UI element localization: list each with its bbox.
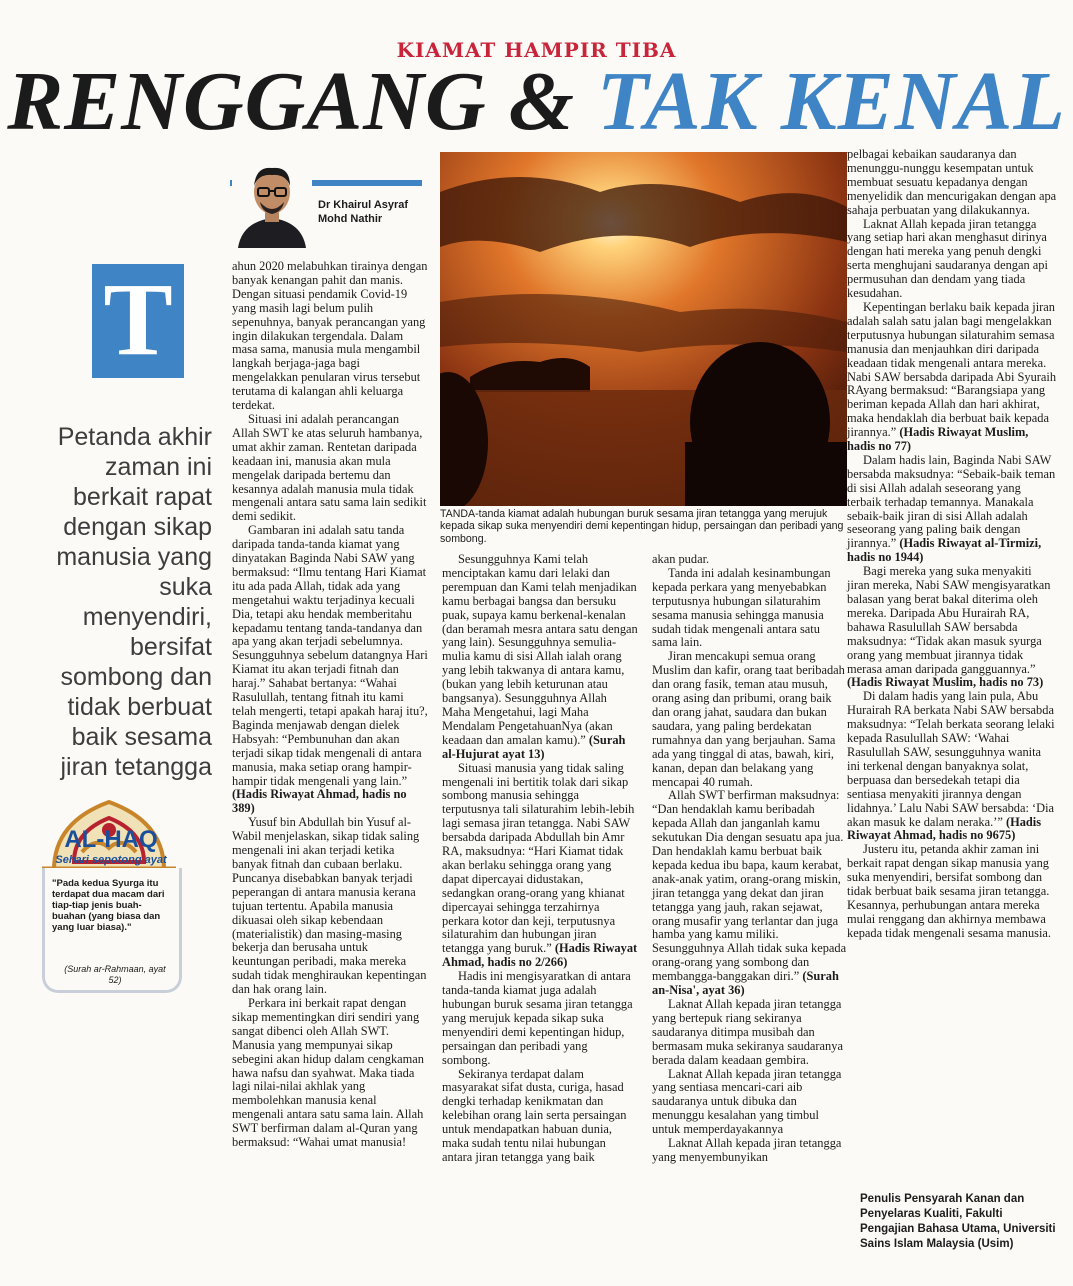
headline-part1: RENGGANG & [7, 55, 597, 148]
paragraph [847, 454, 1057, 565]
sunset-photo [440, 152, 847, 506]
paragraph-text: Sekiranya terdapat dalam masyarakat sifat dusta, curiga, hasad dengki terhadap kenikmatan dan kelebihan orang lain serta persaingan untuk mendapatkan habuan dunia, maka sudah tentu nilai hubungan antara jiran tetangga yang baik [442, 1066, 627, 1164]
paragraph-text: Laknat Allah kepada jiran tetangga yang menyembunyikan [652, 1136, 842, 1164]
paragraph [847, 565, 1057, 690]
alhaq-reference: (Surah ar-Rahmaan, ayat 52) [64, 964, 166, 985]
paragraph-text: Laknat Allah kepada jiran tetangga yang setiap hari akan menghasut dirinya dengan hati mereka yang penuh dengki serta menghujani saudaranya dengan api permusuhan dan dendam yang tiada kesudahan. [847, 216, 1048, 301]
paragraph [232, 413, 428, 524]
paragraph [652, 789, 848, 998]
paragraph-text: Hadis ini mengisyaratkan di antara tanda-tanda kiamat juga adalah hubungan buruk sesama jiran tetangga yang merujuk kepada sikap suka menyendiri demi kepentingan hidup, persaingan dan peribadi yang sombong. [442, 969, 633, 1067]
paragraph-text: Gambaran ini adalah satu tanda daripada tanda-tanda kiamat yang dinyatakan Baginda Nabi SAW yang bermaksud: “Ilmu tentang Hari Kiamat itu ada pada Allah, tidak ada yang mengetahui waktu terjadinya kecuali Dia, tetapi aku hendak memberitahu kepadamu tentang tanda-tandanya dan apa yang akan terjadi sebelumnya. Sesungguhnya sebelum datangnya Hari Kiamat itu akan terjadi fitnah dan haraj.” Sahabat bertanya: “Wahai Rasulullah, tentang fitnah itu kami telah mengerti, tetapi apakah haraj itu?, Baginda menjawab dengan dielek Habsyah: “Pembunuhan dan akan terjadi sikap tidak mengenali di antara manusia, maka setiap orang hampir-hampir tidak mengenali yang lain.” [232, 523, 428, 788]
paragraph-text: akan pudar. [652, 552, 710, 566]
paragraph [652, 1137, 848, 1165]
paragraph-text: Jiran mencakupi semua orang Muslim dan kafir, orang taat beribadah dan orang fasik, teman atau musuh, orang asing dan pribumi, orang baik dan orang jahat, saudara dan bukan saudara, yang paling berdekatan rumahnya dan yang berjauhan. Sama ada yang tinggal di atas, bawah, kiri, kanan, depan dan belakang yang mencapai 40 rumah. [652, 649, 845, 789]
paragraph-text: Bagi mereka yang suka menyakiti jiran mereka, Nabi SAW mengisyaratkan balasan yang berat bakal diterima oleh mereka. Daripada Abu Hurairah RA, bahawa Rasulullah SAW bersabda maksudnya: “Tidak akan masuk syurga orang yang membuat jirannya tidak merasa aman daripada gangguannya.” [847, 564, 1051, 676]
paragraph [652, 553, 848, 567]
citation: (Hadis Riwayat Muslim, hadis no 77) [847, 425, 1029, 454]
photo-caption: TANDA-tanda kiamat adalah hubungan buruk sesama jiran tetangga yang merujuk kepada sikap suka menyendiri demi kepentingan hidup, persaingan dan peribadi yang sombong. [440, 508, 844, 545]
paragraph [442, 762, 638, 971]
paragraph [847, 148, 1057, 218]
kicker: KIAMAT HAMPIR TIBA [396, 38, 677, 62]
paragraph-text: Situasi ini adalah perancangan Allah SWT ke atas seluruh hambanya, umat akhir zaman. Rentetan daripada keadaan ini, manusia akan mula mengelak daripada bertemu dan kesannya adalah manusia mula tidak mengenali antara satu sama lain sedikit demi sedikit. [232, 411, 427, 524]
paragraph-text: Sesungguhnya Kami telah menciptakan kamu dari lelaki dan perempuan dan Kami telah menjadikan kamu berbagai bangsa dan bersuku puak, supaya kamu berkenal-kenalan (dan beramah mesra antara satu dengan yang lain). Sesungguhnya semulia-mulia kamu di sisi Allah ialah orang yang lebih takwanya di antara kamu, (bukan yang lebih keturunan atau bangsanya). Sesungguhnya Allah Maha Mengetahui, lagi Maha Mendalam PengetahuanNya (akan keadaan dan amalan kamu).” [442, 552, 638, 747]
paragraph-text: Justeru itu, petanda akhir zaman ini berkait rapat dengan sikap manusia yang suka menyendiri, bersifat sombong dan tidak berbuat baik sesama jiran tetangga. Kesannya, perhubungan antara mereka mulai renggang dan akhirnya membawa kepada tidak mengenali sesama manusia. [847, 842, 1052, 940]
paragraph-text: Laknat Allah kepada jiran tetangga yang sentiasa mencari-cari aib saudaranya untuk dibuka dan menunggu kesalahan yang timbul untuk memperdayakannya [652, 1066, 842, 1137]
paragraph [652, 567, 848, 650]
paragraph [652, 1068, 848, 1138]
paragraph-text: Allah SWT berfirman maksudnya: “Dan hendaklah kamu beribadah kepada Allah dan janganlah kamu sekutukan Dia dengan sesuatu apa jua. Dan hendaklah kamu berbuat baik kepada kedua ibu bapa, kaum kerabat, anak-anak yatim, orang-orang miskin, jiran tetangga yang dekat dan jiran tetangga yang jauh, rakan sejawat, orang musafir yang terlantar dan juga hamba yang kamu miliki. Sesungguhnya Allah tidak suka kepada orang-orang yang sombong dan membangga-banggakan diri.” [652, 788, 847, 984]
paragraph [232, 524, 428, 816]
paragraph-text: Di dalam hadis yang lain pula, Abu Hurairah RA berkata Nabi SAW bersabda maksudnya: “Telah berkata seorang lelaki kepada Rasulullah SAW: ‘Wahai Rasulullah SAW, sesungguhnya wanita ini terkenal dengan banyaknya solat, berpuasa dan bersedekah tetapi dia sentiasa menyakiti jirannya dengan lidahnya.’ Lalu Nabi SAW bersabda: ‘Dia akan masuk ke dalam neraka.’” [847, 689, 1055, 829]
citation: (Hadis Riwayat al-Tirmizi, hadis no 1944) [847, 536, 1042, 565]
citation: (Hadis Riwayat Ahmad, hadis no 2/266) [442, 941, 638, 970]
citation: (Hadis Riwayat Ahmad, hadis no 389) [232, 787, 407, 816]
paragraph-text: Situasi manusia yang tidak saling mengenali ini bertitik tolak dari sikap sombong manusia sehingga terputusnya tali silaturahim lebih-lebih lagi semasa jiran tetangga. Nabi SAW bersabda daripada Abdullah bin Amr RA, maksudnya: “Hari Kiamat tidak akan berlaku sehingga orang yang dapat dipercayai didustakan, sedangkan orang-orang yang khianat dipercayai sehingga terzahirnya perkara kotor dan keji, terputusnya silaturahim dan hubungan jiran tetangga yang buruk.” [442, 760, 635, 956]
article-column-1 [232, 260, 428, 1150]
alhaq-verse: "Pada kedua Syurga itu terdapat dua macam dari tiap-tiap jenis buah-buahan (yang biasa dan yang luar biasa)." [52, 878, 165, 933]
paragraph-text: Perkara ini berkait rapat dengan sikap mementingkan diri sendiri yang sangat dibenci oleh Allah SWT. Manusia yang mempunyai sikap sebegini akan hidup dalam cengkaman hawa nafsu dan syahwat. Maka tiada lagi nilai-nilai akhlak yang membolehkan manusia kenal mengenali antara satu sama lain. Allah SWT berfirman dalam al-Quran yang bermaksud: “Wahai umat manusia! [232, 996, 424, 1150]
article-column-3 [652, 553, 848, 1165]
paragraph-text: Kepentingan berlaku baik kepada jiran adalah salah satu jalan bagi mengelakkan terputusnya hubungan silaturahim semasa manusia dan menjauhkan diri daripada keadaan tidak mengenali antara mereka. Nabi SAW bersabda daripada Abi Syuraih RAyang bermaksud: “Barangsiapa yang beriman kepada Allah dan hari akhirat, maka hendaklah dia berbuat baik kepada jirannya.” [847, 299, 1057, 440]
paragraph [442, 553, 638, 762]
paragraph-text: pelbagai kebaikan saudaranya dan menunggu-nunggu kesempatan untuk membuat sesuatu kepadanya dengan menyelidik dan mencurigakan dengan apa sahaja perbuatan yang dilakukannya. [847, 147, 1057, 217]
paragraph [847, 301, 1057, 454]
paragraph [847, 843, 1057, 940]
headline-part2: TAK KENAL [596, 55, 1066, 148]
alhaq-title: AL-HAQ [64, 826, 158, 853]
article-column-2 [442, 553, 638, 1165]
paragraph-text: ahun 2020 melabuhkan tirainya dengan banyak kenangan pahit dan manis. Dengan situasi pendamik Covid-19 yang masih lagi belum pulih sepenuhnya, banyak perancangan yang ingin dilakukan tergendala. Dalam masa sama, manusia mula mengambil langkah berjaga-jaga bagi mengelakkan penularan virus tersebut terutama di kalangan ahli keluarga terdekat. [232, 259, 428, 413]
paragraph [652, 998, 848, 1068]
paragraph [232, 260, 428, 413]
drop-cap: T [92, 264, 184, 378]
pull-quote: Petanda akhir zaman ini berkait rapat dengan sikap manusia yang suka menyendiri, bersifat sombong dan tidak berbuat baik sesama jiran tetangga [56, 423, 212, 781]
author-bio: Penulis Pensyarah Kanan dan Penyelaras Kualiti, Fakulti Pengajian Bahasa Utama, Universiti Sains Islam Malaysia (Usim) [860, 1193, 1056, 1250]
citation: (Surah al-Hujurat ayat 13) [442, 732, 626, 761]
paragraph [232, 997, 428, 1150]
paragraph-text: Dalam hadis lain, Baginda Nabi SAW bersabda maksudnya: “Sebaik-baik teman di sisi Allah adalah seseorang yang terbaik terhadap temannya. Manakala sebaik-baik jiran di sisi Allah adalah seseorang yang paling baik dengan jirannya.” [847, 452, 1056, 551]
paragraph [847, 218, 1057, 301]
paragraph [442, 1068, 638, 1165]
paragraph [652, 650, 848, 789]
paragraph-text: Yusuf bin Abdullah bin Yusuf al-Wabil menjelaskan, sikap tidak saling mengenali ini akan terjadi ketika banyak fitnah dan cubaan berlaku. Puncanya disebabkan banyak terjadi peperangan di antara manusia kerana tujuan tertentu. Apabila manusia dikuasai oleh sikap kebendaan (materialistik) dan masing-masing bekerja dan berusaha untuk keuntungan peribadi, maka mereka sudah tidak menghiraukan kepentingan dan hak orang lain. [232, 815, 427, 997]
author-name: Dr Khairul Asyraf Mohd Nathir [318, 199, 409, 225]
paragraph [232, 816, 428, 997]
paragraph-text: Tanda ini adalah kesinambungan kepada perkara yang menyebabkan terputusnya hubungan silaturahim sesama manusia sehingga manusia sudah tidak mengenali antara satu sama lain. [652, 565, 831, 650]
citation: (Hadis Riwayat Ahmad, hadis no 9675) [847, 814, 1042, 843]
paragraph [847, 690, 1057, 843]
paragraph [442, 970, 638, 1067]
citation: (Hadis Riwayat Muslim, hadis no 73) [847, 675, 1044, 690]
paragraph-text: Laknat Allah kepada jiran tetangga yang bertepuk riang sekiranya saudaranya ditimpa musibah dan bermasam muka sekiranya saudaranya berada dalam keadaan gembira. [652, 997, 843, 1067]
headline [0, 52, 1073, 152]
alhaq-subtitle: Sehari sepotong ayat [55, 854, 167, 866]
author-photo [232, 156, 312, 248]
citation: (Surah an-Nisa', ayat 36) [652, 969, 839, 998]
article-column-4 [847, 148, 1057, 941]
